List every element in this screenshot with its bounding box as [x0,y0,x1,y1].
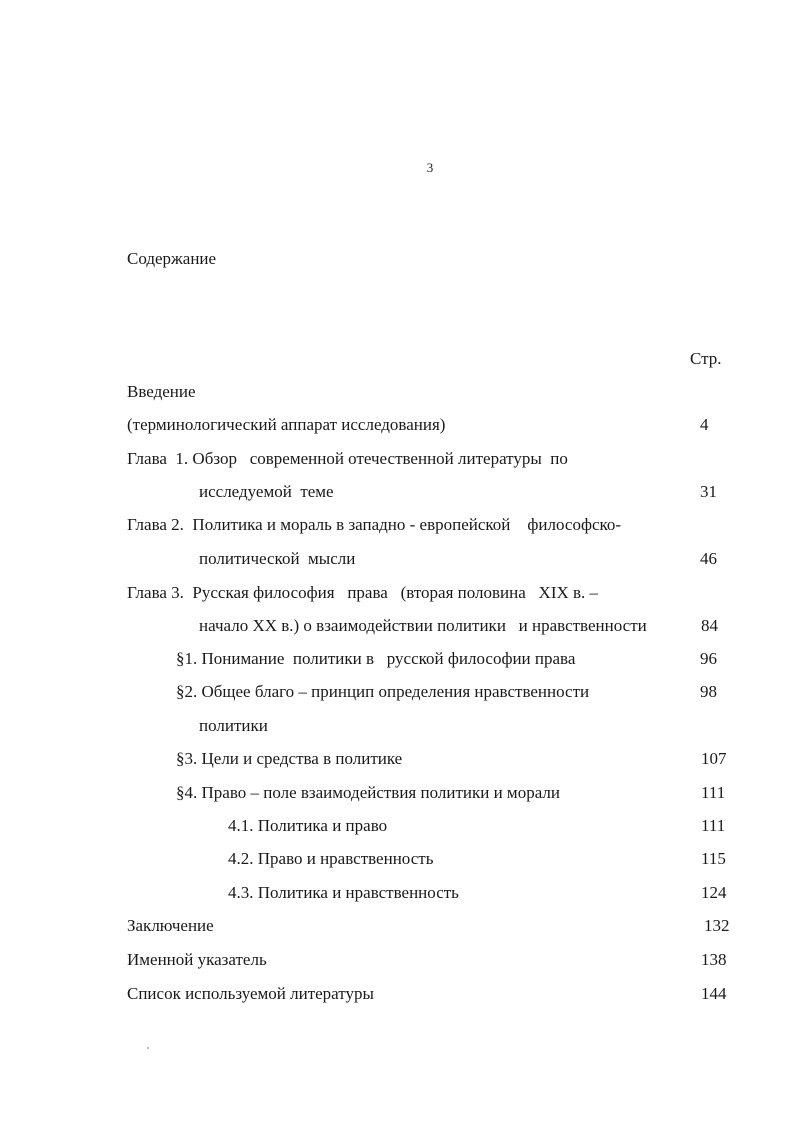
toc-entry-chapter-2: Глава 2. Политика и мораль в западно - европейской философско- [127,515,622,534]
toc-entry-name-index: Именной указатель [127,950,267,969]
scan-speck [147,1047,149,1049]
toc-entry-section-1: §1. Понимание политики в русской философии права [176,649,576,668]
toc-page-subsection-4-2: 115 [701,849,726,868]
toc-entry-section-2-cont: политики [199,716,268,735]
toc-entry-section-2: §2. Общее благо – принцип определения нравственности [176,682,590,701]
toc-page-subsection-4-3: 124 [701,883,727,902]
toc-entry-introduction: Введение [127,382,196,401]
toc-title: Содержание [127,249,217,268]
toc-entry-chapter-1-cont: исследуемой теме [199,482,334,501]
toc-entry-section-3: §3. Цели и средства в политике [176,749,403,768]
page-column-header: Стр. [690,349,722,368]
toc-page-section-3: 107 [701,749,727,768]
toc-page-section-2: 98 [700,682,717,701]
toc-entry-chapter-3: Глава 3. Русская философия права (вторая половина XIX в. – [127,583,599,602]
toc-page-chapter-3: 84 [701,616,718,635]
toc-page-chapter-2: 46 [700,549,717,568]
page-number: 3 [426,160,434,175]
toc-entry-chapter-1: Глава 1. Обзор современной отечественной литературы по [127,449,568,468]
toc-page-section-1: 96 [700,649,717,668]
toc-entry-subsection-4-2: 4.2. Право и нравственность [228,849,434,868]
toc-entry-chapter-3-cont: начало XX в.) о взаимодействии политики и нравственности [199,616,647,635]
toc-entry-subsection-4-3: 4.3. Политика и нравственность [228,883,459,902]
toc-entry-terminology: (терминологический аппарат исследования) [127,415,446,434]
toc-page-conclusion: 132 [704,916,730,935]
toc-entry-section-4: §4. Право – поле взаимодействия политики и морали [176,783,560,802]
toc-page-section-4: 111 [701,783,726,802]
toc-page-bibliography: 144 [701,984,727,1003]
toc-page-terminology: 4 [700,415,709,434]
toc-entry-conclusion: Заключение [127,916,214,935]
toc-page-name-index: 138 [701,950,727,969]
toc-entry-bibliography: Список используемой литературы [127,984,374,1003]
toc-page-chapter-1: 31 [700,482,717,501]
toc-entry-subsection-4-1: 4.1. Политика и право [228,816,388,835]
toc-page-subsection-4-1: 111 [701,816,726,835]
toc-entry-chapter-2-cont: политической мысли [199,549,356,568]
